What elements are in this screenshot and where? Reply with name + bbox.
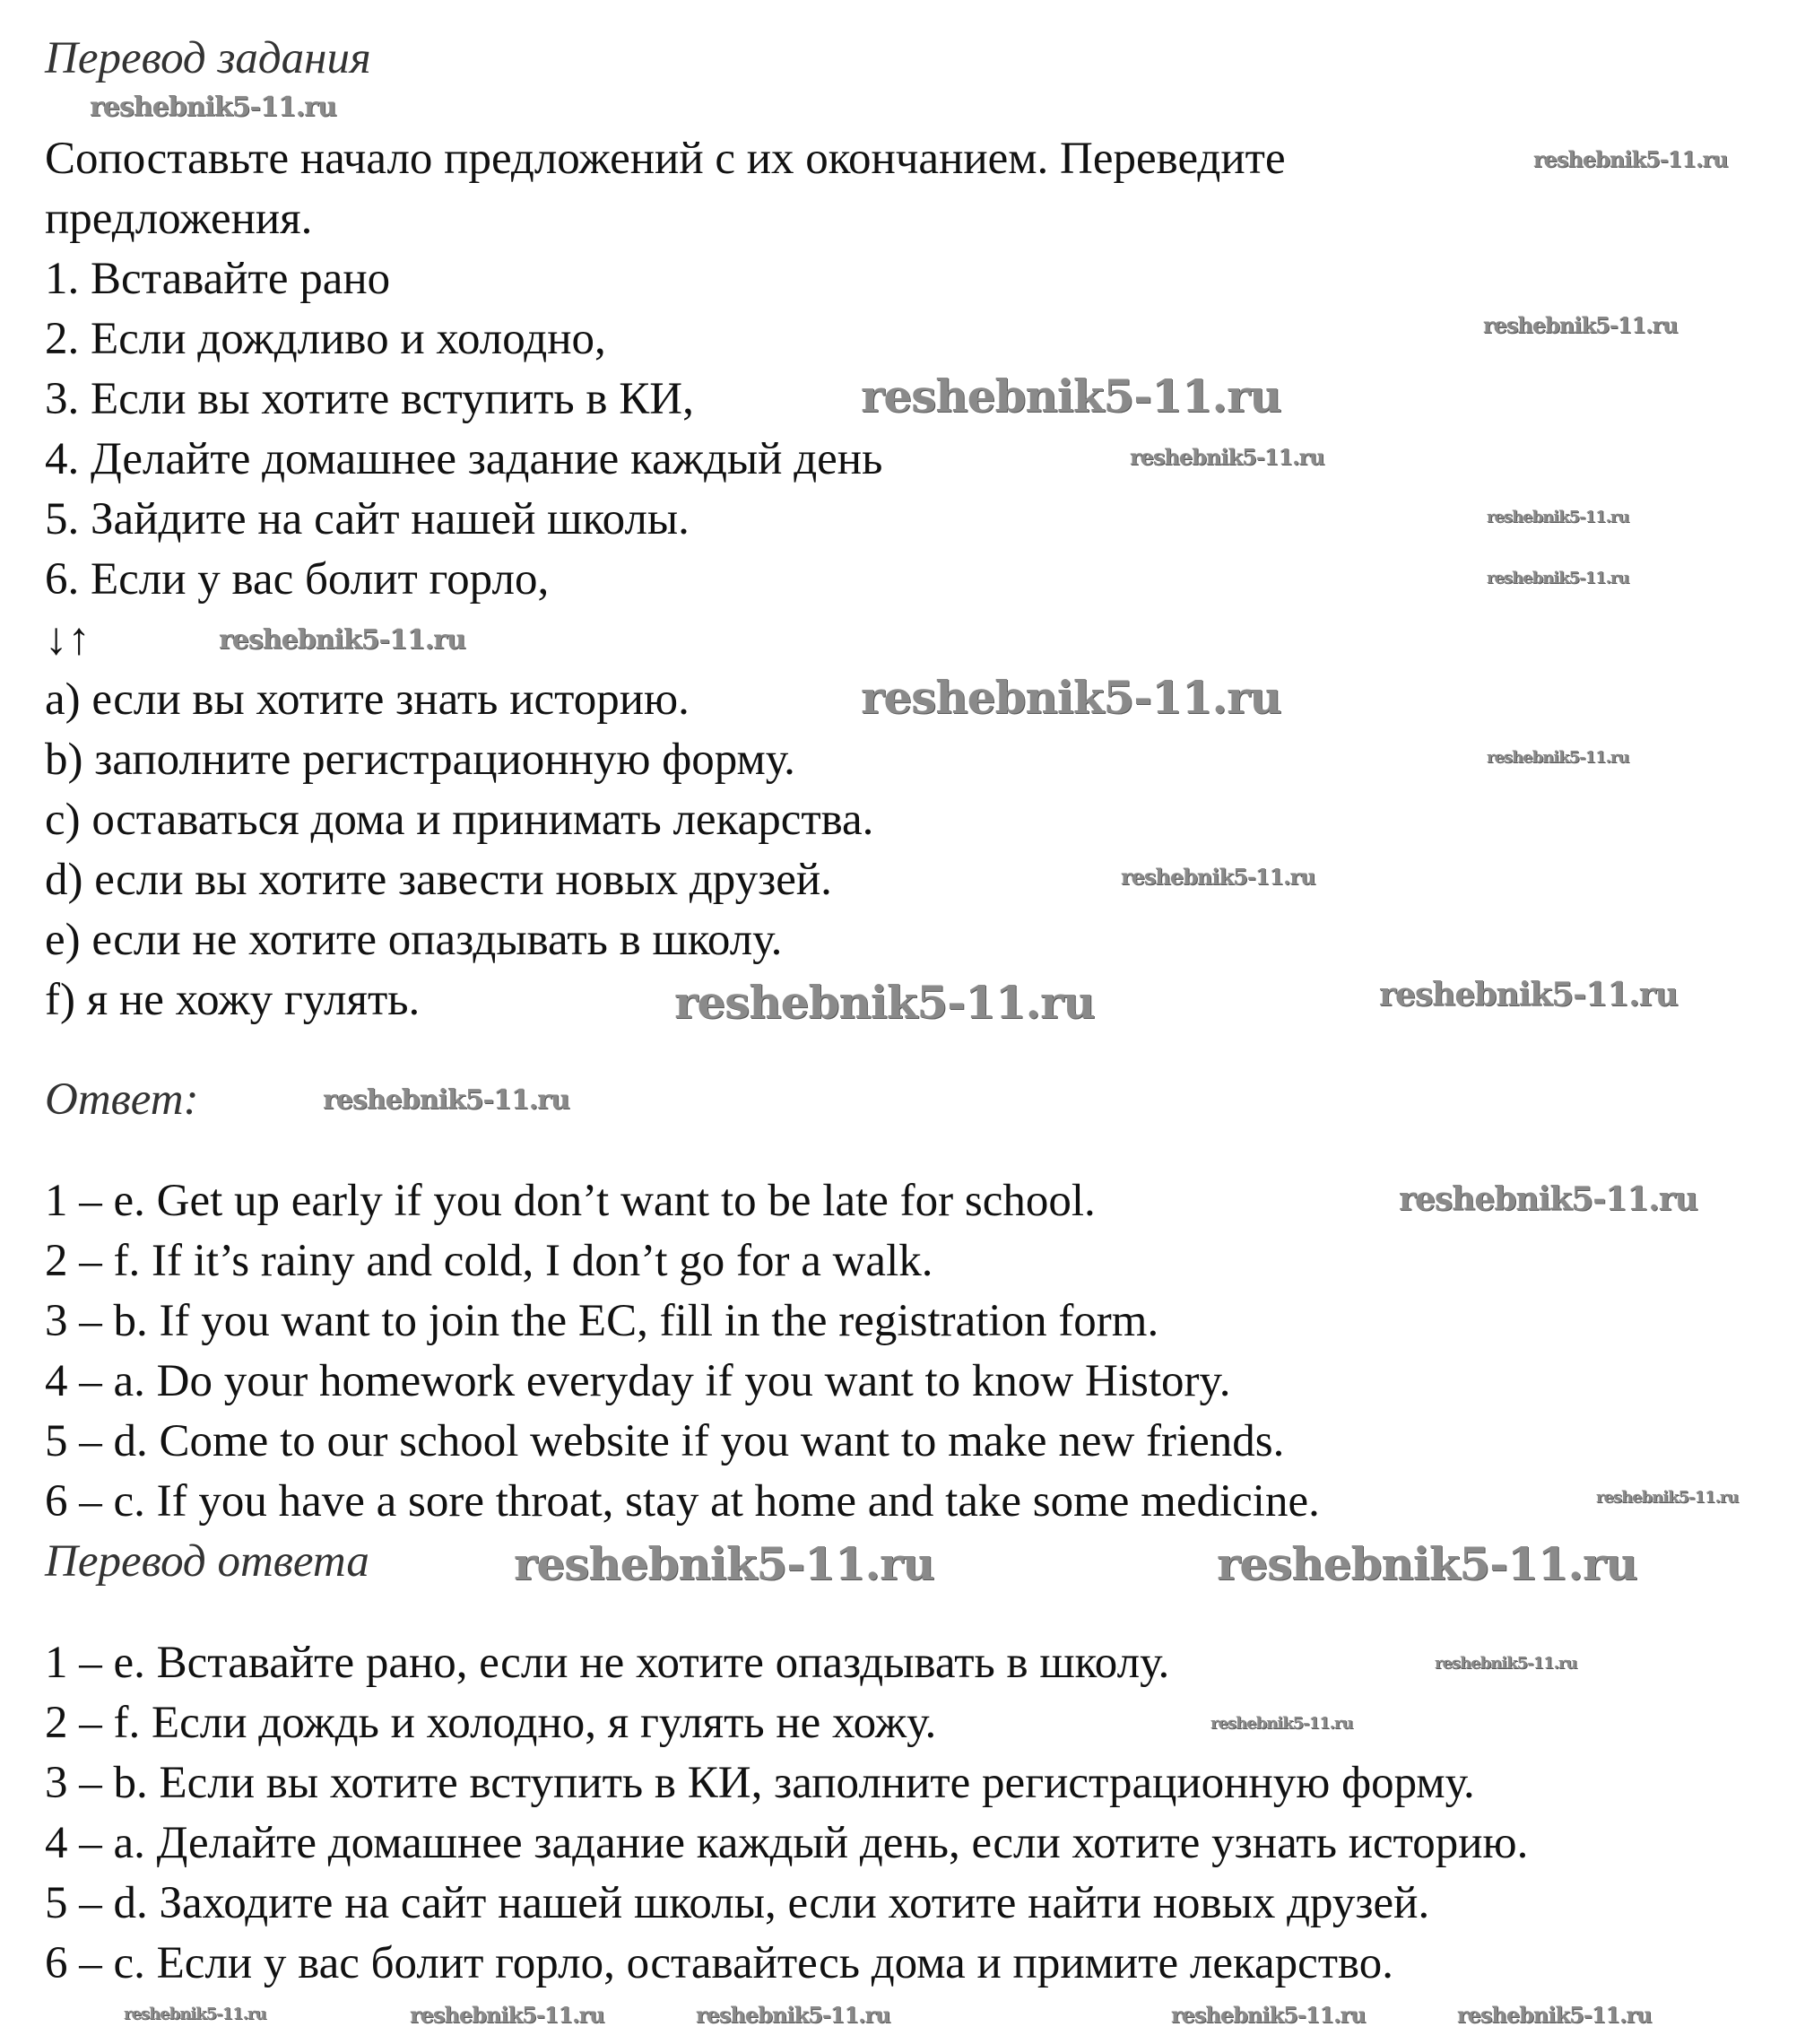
answer-heading: Ответ: [45,1074,199,1125]
watermark: reshebnik5-11.ru [861,370,1281,422]
watermark: reshebnik5-11.ru [1121,864,1315,890]
arrows-icon: ↓↑ [45,614,91,665]
translation-line: 3 – b. Если вы хотите вступить в КИ, заполните регистрационную форму. [45,1758,1475,1808]
watermark: reshebnik5-11.ru [410,2002,604,2028]
answer-line: 1 – e. Get up early if you don’t want to be late for school. [45,1176,1096,1226]
translation-line: 2 – f. Если дождь и холодно, я гулять не хожу. [45,1698,937,1748]
watermark: reshebnik5-11.ru [674,976,1095,1029]
watermark: reshebnik5-11.ru [1457,2002,1652,2028]
task-line: a) если вы хотите знать историю. [45,674,690,725]
watermark: reshebnik5-11.ru [1487,569,1629,587]
answer-line: 6 – c. If you have a sore throat, stay at home and take some medicine. [45,1476,1320,1526]
watermark: reshebnik5-11.ru [1533,146,1728,172]
task-line: c) оставаться дома и принимать лекарства. [45,795,874,845]
translation-line: 4 – a. Делайте домашнее задание каждый день, если хотите узнать историю. [45,1818,1529,1868]
watermark: reshebnik5-11.ru [1487,748,1629,767]
answer-translation-heading: Перевод ответа [45,1536,369,1587]
watermark: reshebnik5-11.ru [1379,976,1678,1013]
watermark: reshebnik5-11.ru [861,671,1281,724]
task-line: 2. Если дождливо и холодно, [45,314,606,364]
task-line: 4. Делайте домашнее задание каждый день [45,434,883,484]
watermark: reshebnik5-11.ru [514,1537,934,1590]
task-line: 5. Зайдите на сайт нашей школы. [45,494,690,544]
task-line: 1. Вставайте рано [45,254,391,304]
task-line: e) если не хотите опаздывать в школу. [45,915,783,965]
task-translation-heading: Перевод задания [45,33,371,83]
answer-body [45,1171,1320,1532]
watermark: reshebnik5-11.ru [1483,312,1678,338]
task-line: 6. Если у вас болит горло, [45,554,550,605]
watermark: reshebnik5-11.ru [124,2005,266,2023]
task-line: предложения. [45,194,313,244]
answer-line: 3 – b. If you want to join the EC, fill in the registration form. [45,1296,1159,1346]
answer-line: 2 – f. If it’s rainy and cold, I don’t go for a walk. [45,1236,933,1286]
watermark: reshebnik5-11.ru [1171,2002,1366,2028]
watermark: reshebnik5-11.ru [1217,1537,1637,1590]
translation-line: 5 – d. Заходите на сайт нашей школы, если хотите найти новых друзей. [45,1878,1430,1928]
watermark: reshebnik5-11.ru [90,91,336,123]
translation-line: 6 – c. Если у вас болит горло, оставайтесь дома и примите лекарство. [45,1938,1394,1988]
watermark: reshebnik5-11.ru [219,624,465,656]
answer-line: 5 – d. Come to our school website if you want to make new friends. [45,1416,1285,1466]
watermark: reshebnik5-11.ru [696,2002,890,2028]
task-line: b) заполните регистрационную форму. [45,735,795,785]
watermark: reshebnik5-11.ru [1399,1180,1697,1218]
watermark: reshebnik5-11.ru [1130,444,1324,470]
watermark: reshebnik5-11.ru [1487,508,1629,526]
task-line: d) если вы хотите завести новых друзей. [45,855,832,905]
watermark: reshebnik5-11.ru [1210,1714,1353,1733]
task-line: 3. Если вы хотите вступить в КИ, [45,374,694,424]
watermark: reshebnik5-11.ru [1435,1654,1577,1673]
task-translation-body [45,129,1286,1031]
task-line: f) я не хожу гулять. [45,975,421,1025]
watermark: reshebnik5-11.ru [1596,1488,1739,1507]
task-line: Сопоставьте начало предложений с их окончанием. Переведите [45,134,1286,184]
watermark: reshebnik5-11.ru [323,1084,569,1116]
translation-line: 1 – e. Вставайте рано, если не хотите опаздывать в школу. [45,1638,1170,1688]
answer-line: 4 – a. Do your homework everyday if you want to know History. [45,1356,1231,1406]
answer-translation-body [45,1633,1528,1994]
